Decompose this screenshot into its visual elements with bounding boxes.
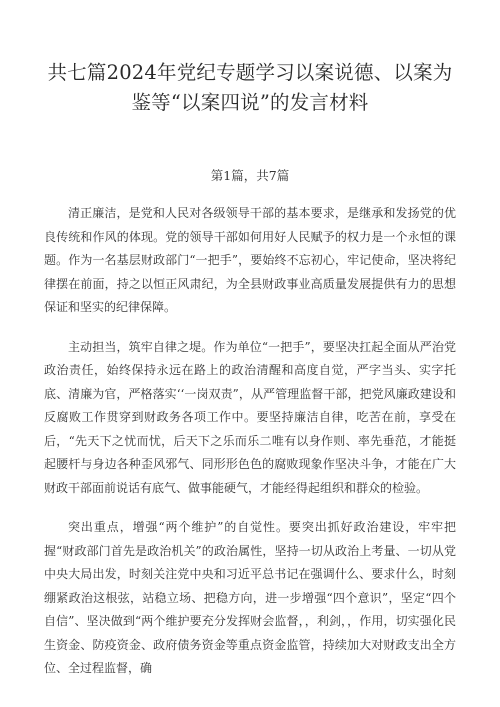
section-heading: 第1篇，共7篇 [210, 168, 290, 183]
document-body [44, 202, 456, 681]
paragraph: 突出重点，增强“两个维护”的自觉性。要突出抓好政治建设，牢牢把握“财政部门首先是政治机关”的政治属性，坚持一切从政治上考量、一切从党中央大局出发，时刻关注党中央和习近平总书记在强调什么、要求什么，时刻绷紧政治这根弦，站稳立场、把稳方向，进一步增强“四个意识”，坚定“四个自信”、坚决做到“两个维护要充分发挥财会监督，，利剑，，作用，切实强化民生资金、防疫资金、政府债务资金等重点资金监管，持续加大对财政支出全方位、全过程监督，确 [44, 520, 456, 675]
paragraph: 主动担当，筑牢自律之堤。作为单位“一把手”，要坚决扛起全面从严治党政治责任，始终保持永远在路上的政治清醒和高度自觉，严字当头、实字托底、清廉为官，严格落实‘‘一岗双责”，从严管理监督干部，把党风廉政建设和反腐败工作贯穿到财政务各项工作中。要坚持廉洁自律，吃苦在前，享受在后，“先天下之忧而忧，后天下之乐而乐二唯有以身作则、率先垂范，才能挺起腰杆与身边各种歪风邪气、同形形色色的腐败现象作坚决斗争，才能在广大财政干部面前说话有底气、做事能硬气，才能经得起组织和群众的检验。 [44, 339, 456, 495]
paragraph: 清正廉洁，是党和人民对各级领导干部的基本要求，是继承和发扬党的优良传统和作风的体现。党的领导干部如何用好人民赋予的权力是一个永恒的课题。作为一名基层财政部门“一把手”，要始终不忘初心，牢记使命，坚决将纪律摆在前面，持之以恒正风肃纪，为全县财政事业高质量发展提供有力的思想保证和坚实的纪律保障。 [44, 206, 456, 314]
document-title: 共七篇2024年党纪专题学习以案说德、以案为鉴等“以案四说”的发言材料 [47, 61, 453, 114]
